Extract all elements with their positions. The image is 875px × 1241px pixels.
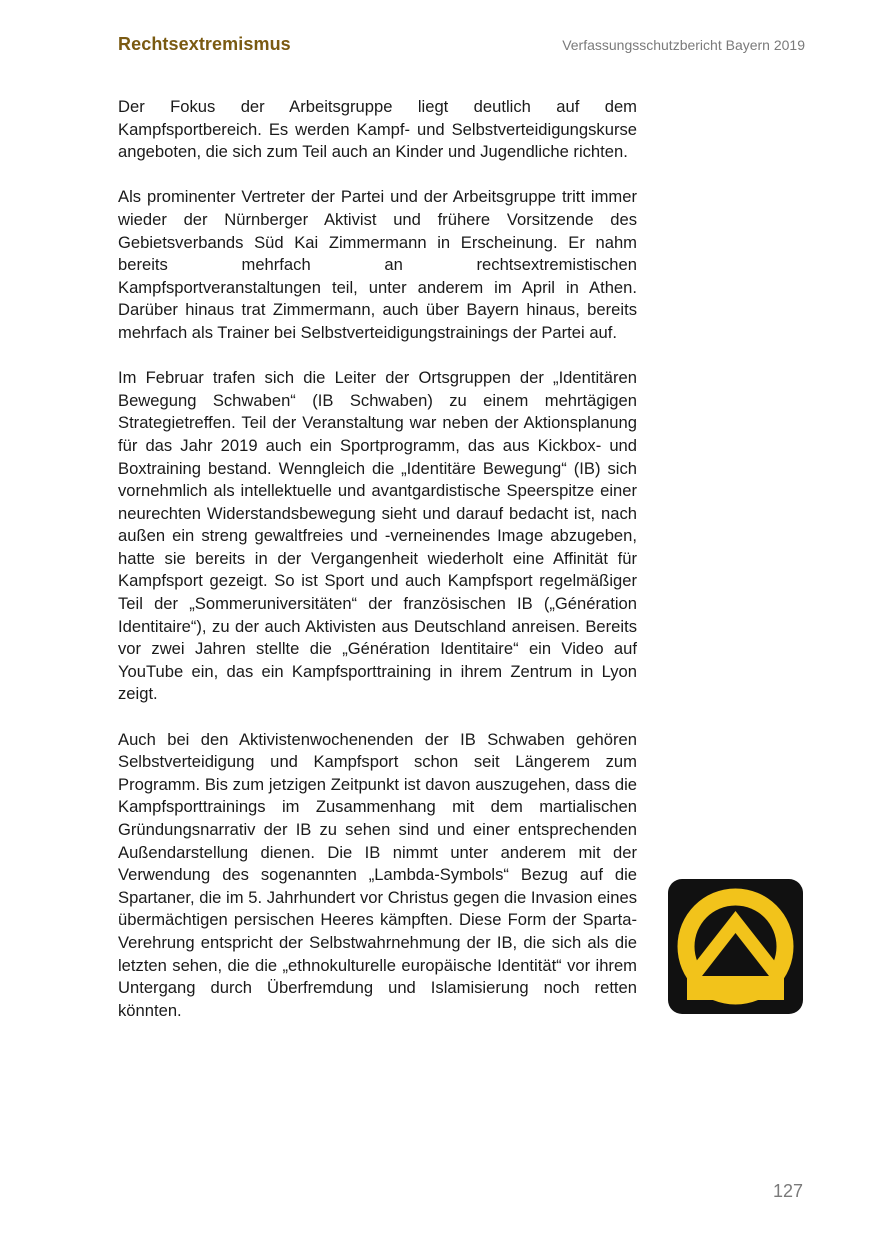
section-title: Rechtsextremismus	[118, 34, 291, 54]
paragraph-2: Als prominenter Vertreter der Partei und der Arbeitsgruppe tritt immer wieder der Nürnberger Aktivist und frühere Vorsitzende des Gebietsverbands Süd Kai Zimmermann in Erscheinung. Er nahm bereits mehrfach an rechtsextremistischen Kampfsportveranstaltungen teil, unter anderem im April in Athen. Darüber hinaus trat Zimmermann, auch über Bayern hinaus, bereits mehrfach als Trainer bei Selbstverteidigungstrainings der Partei auf.	[118, 187, 637, 342]
body-text	[118, 96, 637, 1045]
report-title: Verfassungsschutzbericht Bayern 2019	[562, 37, 805, 53]
page-number: 127	[772, 1181, 803, 1201]
lambda-symbol-icon	[668, 879, 803, 1014]
paragraph-3: Im Februar trafen sich die Leiter der Ortsgruppen der „Identitären Bewegung Schwaben“ (IB Schwaben) zu einem mehrtägigen Strategietreffen. Teil der Veranstaltung war neben der Aktionsplanung für das Jahr 2019 auch ein Sportprogramm, das aus Kickbox- und Boxtraining bestand. Wenngleich die „Identitäre Bewegung“ (IB) sich vornehmlich als intellektuelle und avantgardistische Speerspitze einer neurechten Widerstandsbewegung sieht und darauf bedacht ist, nach außen ein streng gewaltfreies und -verneinendes Image abzugeben, hatte sie bereits in der Vergangenheit wiederholt eine Affinität für Kampfsport gezeigt. So ist Sport und auch Kampfsport regelmäßiger Teil der „Sommeruniversitäten“ der französischen IB („Génération Identitaire“), zu der auch Aktivisten aus Deutschland anreisen. Bereits vor zwei Jahren stellte die „Génération Identitaire“ ein Video auf YouTube ein, das ein Kampfsporttraining in ihrem Zentrum in Lyon zeigt.	[118, 368, 637, 704]
paragraph-1: Der Fokus der Arbeitsgruppe liegt deutlich auf dem Kampfsportbereich. Es werden Kampf- und Selbstverteidigungskurse angeboten, die sich zum Teil auch an Kinder und Jugendliche richten.	[118, 97, 637, 162]
paragraph-4: Auch bei den Aktivistenwochenenden der IB Schwaben gehören Selbstverteidigung und Kampfsport schon seit Längerem zum Programm. Bis zum jetzigen Zeitpunkt ist davon auszugehen, dass die Kampfsporttrainings im Zusammenhang mit dem martialischen Gründungsnarrativ der IB zu sehen sind und einer entsprechenden Außendarstellung dienen. Die IB nimmt unter anderem mit der Verwendung des sogenannten „Lambda-Symbols“ Bezug auf die Spartaner, die im 5. Jahrhundert vor Christus gegen die Invasion eines übermächtigen persischen Heeres kämpften. Diese Form der Sparta-Verehrung entspricht der Selbstwahrnehmung der IB, die sich als die letzten sehen, die die „ethnokulturelle europäische Identität“ vor ihrem Untergang durch Überfremdung und Islamisierung noch retten könnten.	[118, 729, 637, 1020]
